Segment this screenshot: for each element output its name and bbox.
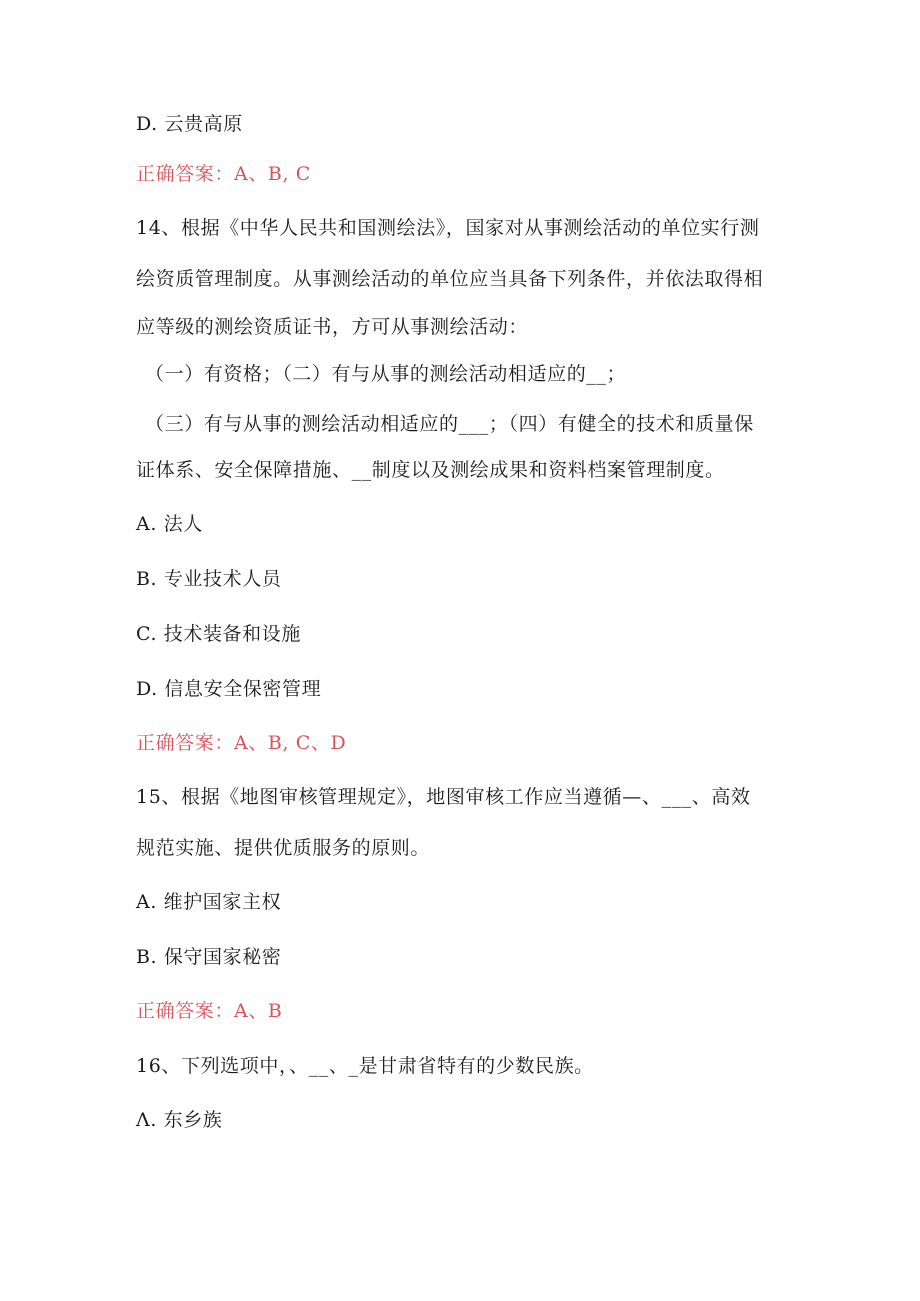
q15-option-a: A. 维护国家主权 (136, 891, 282, 913)
q14-stem-line-1: 14、根据《中华人民共和国测绘法》，国家对从事测绘活动的单位实行测 (136, 217, 760, 239)
q14-option-a: A. 法人 (136, 513, 203, 535)
q14-answer: 正确答案：A、B, C、D (136, 732, 347, 754)
q13-option-d: D. 云贵高原 (136, 113, 243, 135)
q14-stem-line-4: （一）有资格；（二）有与从事的测绘活动相适应的__； (145, 363, 627, 385)
q15-option-b: B. 保守国家秘密 (136, 946, 282, 968)
q15-stem-line-1: 15、根据《地图审核管理规定》，地图审核工作应当遵循—、___、高效 (136, 786, 751, 808)
q16-option-a: Λ. 东乡族 (136, 1109, 223, 1131)
q14-option-b: B. 专业技术人员 (136, 568, 282, 590)
q14-option-c: C. 技术装备和设施 (136, 623, 301, 645)
q16-stem-line-1: 16、下列选项中，、__、_是甘肃省特有的少数民族。 (136, 1055, 594, 1077)
q14-stem-line-5: （三）有与从事的测绘活动相适应的___；（四）有健全的技术和质量保 (145, 413, 754, 435)
q14-stem-line-2: 绘资质管理制度。从事测绘活动的单位应当具备下列条件，并依法取得相 (136, 268, 764, 290)
q14-stem-line-3: 应等级的测绘资质证书，方可从事测绘活动： (136, 316, 529, 338)
q14-option-d: D. 信息安全保密管理 (136, 678, 322, 700)
q13-answer: 正确答案：A、B, C (136, 163, 311, 185)
q15-stem-line-2: 规范实施、提供优质服务的原则。 (136, 837, 431, 859)
q15-answer: 正确答案：A、B (136, 1000, 283, 1022)
q14-stem-line-6: 证体系、安全保障措施、__制度以及测绘成果和资料档案管理制度。 (136, 459, 725, 481)
